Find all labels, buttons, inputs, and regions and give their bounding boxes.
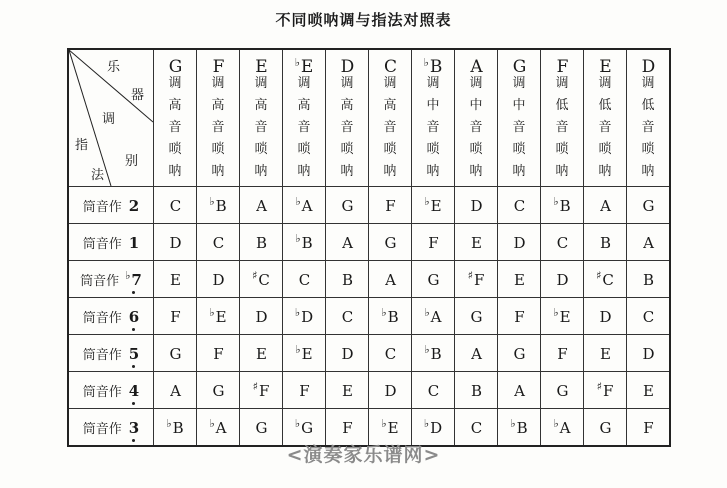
jianpu-note: 6 — [128, 308, 140, 326]
table-cell: F — [326, 409, 369, 447]
table-cell: A — [326, 224, 369, 261]
column-header: ♭E 调 高 音 唢 呐 — [283, 49, 326, 187]
row-header — [68, 335, 154, 372]
column-header: F 调 低 音 唢 呐 — [541, 49, 584, 187]
table-cell: G — [326, 187, 369, 224]
column-header-text: 调 低 音 唢 呐 — [598, 76, 612, 179]
table-body — [68, 187, 670, 447]
table-cell: F — [541, 335, 584, 372]
table-row — [68, 261, 670, 298]
table-cell: E — [240, 335, 283, 372]
table-row — [68, 372, 670, 409]
table-cell: C — [283, 261, 326, 298]
table-cell: ♭D — [283, 298, 326, 335]
table-cell: ♭B — [369, 298, 412, 335]
column-header-text: 调 低 音 唢 呐 — [641, 76, 655, 179]
table-cell: E — [498, 261, 541, 298]
column-header-text: 调 高 音 唢 呐 — [168, 76, 182, 179]
table-cell: ♭D — [412, 409, 455, 447]
table-cell: ♯F — [455, 261, 498, 298]
table-cell: ♭B — [498, 409, 541, 447]
column-header-text: 调 高 音 唢 呐 — [340, 76, 354, 179]
row-header — [68, 298, 154, 335]
corner-label-key-2: 别 — [125, 154, 139, 169]
jianpu-note: ♭7 — [125, 269, 142, 289]
corner-label-instrument-2: 器 — [131, 88, 145, 103]
jianpu-note: 5 — [128, 345, 140, 363]
table-cell: B — [240, 224, 283, 261]
row-header — [68, 372, 154, 409]
column-header: E 调 高 音 唢 呐 — [240, 49, 283, 187]
table-cell: D — [197, 261, 240, 298]
table-cell: C — [326, 298, 369, 335]
header-row — [68, 49, 670, 187]
table-cell: F — [627, 409, 671, 447]
table-cell: B — [326, 261, 369, 298]
table-cell: D — [498, 224, 541, 261]
table-cell: F — [197, 335, 240, 372]
table-row — [68, 335, 670, 372]
row-header — [68, 261, 154, 298]
table-cell: ♭A — [197, 409, 240, 447]
table-cell: G — [369, 224, 412, 261]
column-header-text: 调 低 音 唢 呐 — [555, 76, 569, 179]
column-header: E 调 低 音 唢 呐 — [584, 49, 627, 187]
table-cell: D — [240, 298, 283, 335]
jianpu-note: 2 — [128, 197, 140, 215]
table-cell: D — [455, 187, 498, 224]
table-cell: G — [541, 372, 584, 409]
row-header-label: 筒音作 — [82, 422, 122, 437]
corner-label-fingering-1: 指 — [75, 138, 89, 153]
table-row — [68, 224, 670, 261]
jianpu-note: 4 — [128, 382, 140, 400]
column-header: G 调 中 音 唢 呐 — [498, 49, 541, 187]
table-cell: D — [541, 261, 584, 298]
table-cell: ♭B — [197, 187, 240, 224]
table-cell: D — [326, 335, 369, 372]
table-cell: ♭G — [283, 409, 326, 447]
table-cell: C — [369, 335, 412, 372]
table-cell: ♭E — [197, 298, 240, 335]
table-cell: F — [154, 298, 197, 335]
table-cell: E — [326, 372, 369, 409]
corner-label-fingering-2: 法 — [91, 168, 105, 183]
table-cell: D — [154, 224, 197, 261]
table-cell: F — [498, 298, 541, 335]
column-header: ♭B 调 中 音 唢 呐 — [412, 49, 455, 187]
table-cell: A — [627, 224, 671, 261]
column-header: G 调 高 音 唢 呐 — [154, 49, 197, 187]
table-cell: C — [154, 187, 197, 224]
table-cell: D — [369, 372, 412, 409]
fingering-chart-table — [67, 48, 671, 447]
table-cell: G — [197, 372, 240, 409]
table-cell: A — [154, 372, 197, 409]
corner-label-key-1: 调 — [102, 112, 116, 127]
table-row — [68, 187, 670, 224]
table-cell: G — [627, 187, 671, 224]
row-header-label: 筒音作 — [82, 237, 122, 252]
table-cell: E — [455, 224, 498, 261]
row-header-label: 筒音作 — [80, 274, 120, 289]
table-cell: ♯C — [584, 261, 627, 298]
column-header: D 调 高 音 唢 呐 — [326, 49, 369, 187]
row-header-label: 筒音作 — [82, 200, 122, 215]
column-header: C 调 高 音 唢 呐 — [369, 49, 412, 187]
table-cell: D — [584, 298, 627, 335]
jianpu-note: 3 — [128, 419, 140, 437]
table-cell: C — [541, 224, 584, 261]
column-header-text: 调 高 音 唢 呐 — [254, 76, 268, 179]
table-cell: ♭A — [412, 298, 455, 335]
table-cell: G — [584, 409, 627, 447]
page-title: 不同唢呐调与指法对照表 — [275, 11, 452, 29]
table-cell: C — [627, 298, 671, 335]
table-cell: ♭B — [283, 224, 326, 261]
table-cell: ♭E — [369, 409, 412, 447]
column-header-text: 调 高 音 唢 呐 — [383, 76, 397, 179]
column-header-text: 调 中 音 唢 呐 — [426, 76, 440, 179]
column-header-text: 调 高 音 唢 呐 — [297, 76, 311, 179]
table-cell: ♭A — [283, 187, 326, 224]
table-cell: A — [498, 372, 541, 409]
table-cell: ♯F — [240, 372, 283, 409]
table-cell: G — [412, 261, 455, 298]
table-cell: G — [498, 335, 541, 372]
table-cell: G — [154, 335, 197, 372]
table-cell: B — [627, 261, 671, 298]
table-cell: G — [455, 298, 498, 335]
table-cell: B — [584, 224, 627, 261]
row-header-label: 筒音作 — [82, 348, 122, 363]
table-cell: D — [627, 335, 671, 372]
table-cell: C — [498, 187, 541, 224]
watermark: <演奏家乐谱网> — [286, 444, 441, 466]
table-cell: A — [455, 335, 498, 372]
column-header: F 调 高 音 唢 呐 — [197, 49, 240, 187]
table-cell: G — [240, 409, 283, 447]
table-cell: E — [154, 261, 197, 298]
table-cell: E — [584, 335, 627, 372]
table-cell: ♭E — [541, 298, 584, 335]
table-cell: ♭A — [541, 409, 584, 447]
jianpu-note: 1 — [128, 234, 140, 252]
table-cell: ♭E — [283, 335, 326, 372]
column-header-text: 调 中 音 唢 呐 — [469, 76, 483, 179]
table-cell: ♭B — [541, 187, 584, 224]
row-header — [68, 224, 154, 261]
table-cell: A — [584, 187, 627, 224]
table-cell: ♭B — [412, 335, 455, 372]
table-cell: F — [369, 187, 412, 224]
table-cell: C — [455, 409, 498, 447]
table-cell: F — [283, 372, 326, 409]
column-header: D 调 低 音 唢 呐 — [627, 49, 671, 187]
row-header-label: 筒音作 — [82, 385, 122, 400]
table-cell: ♯F — [584, 372, 627, 409]
table-cell: ♭B — [154, 409, 197, 447]
corner-header-cell — [68, 49, 154, 187]
table-cell: B — [455, 372, 498, 409]
corner-label-instrument-1: 乐 — [107, 60, 121, 75]
table-cell: C — [412, 372, 455, 409]
column-header-text: 调 中 音 唢 呐 — [512, 76, 526, 179]
table-cell: C — [197, 224, 240, 261]
column-header-text: 调 高 音 唢 呐 — [211, 76, 225, 179]
table-row — [68, 298, 670, 335]
table-cell: F — [412, 224, 455, 261]
table-cell: ♭E — [412, 187, 455, 224]
column-header: A 调 中 音 唢 呐 — [455, 49, 498, 187]
row-header — [68, 187, 154, 224]
table-cell: A — [369, 261, 412, 298]
row-header-label: 筒音作 — [82, 311, 122, 326]
table-cell: E — [627, 372, 671, 409]
table-cell: ♯C — [240, 261, 283, 298]
table-cell: A — [240, 187, 283, 224]
